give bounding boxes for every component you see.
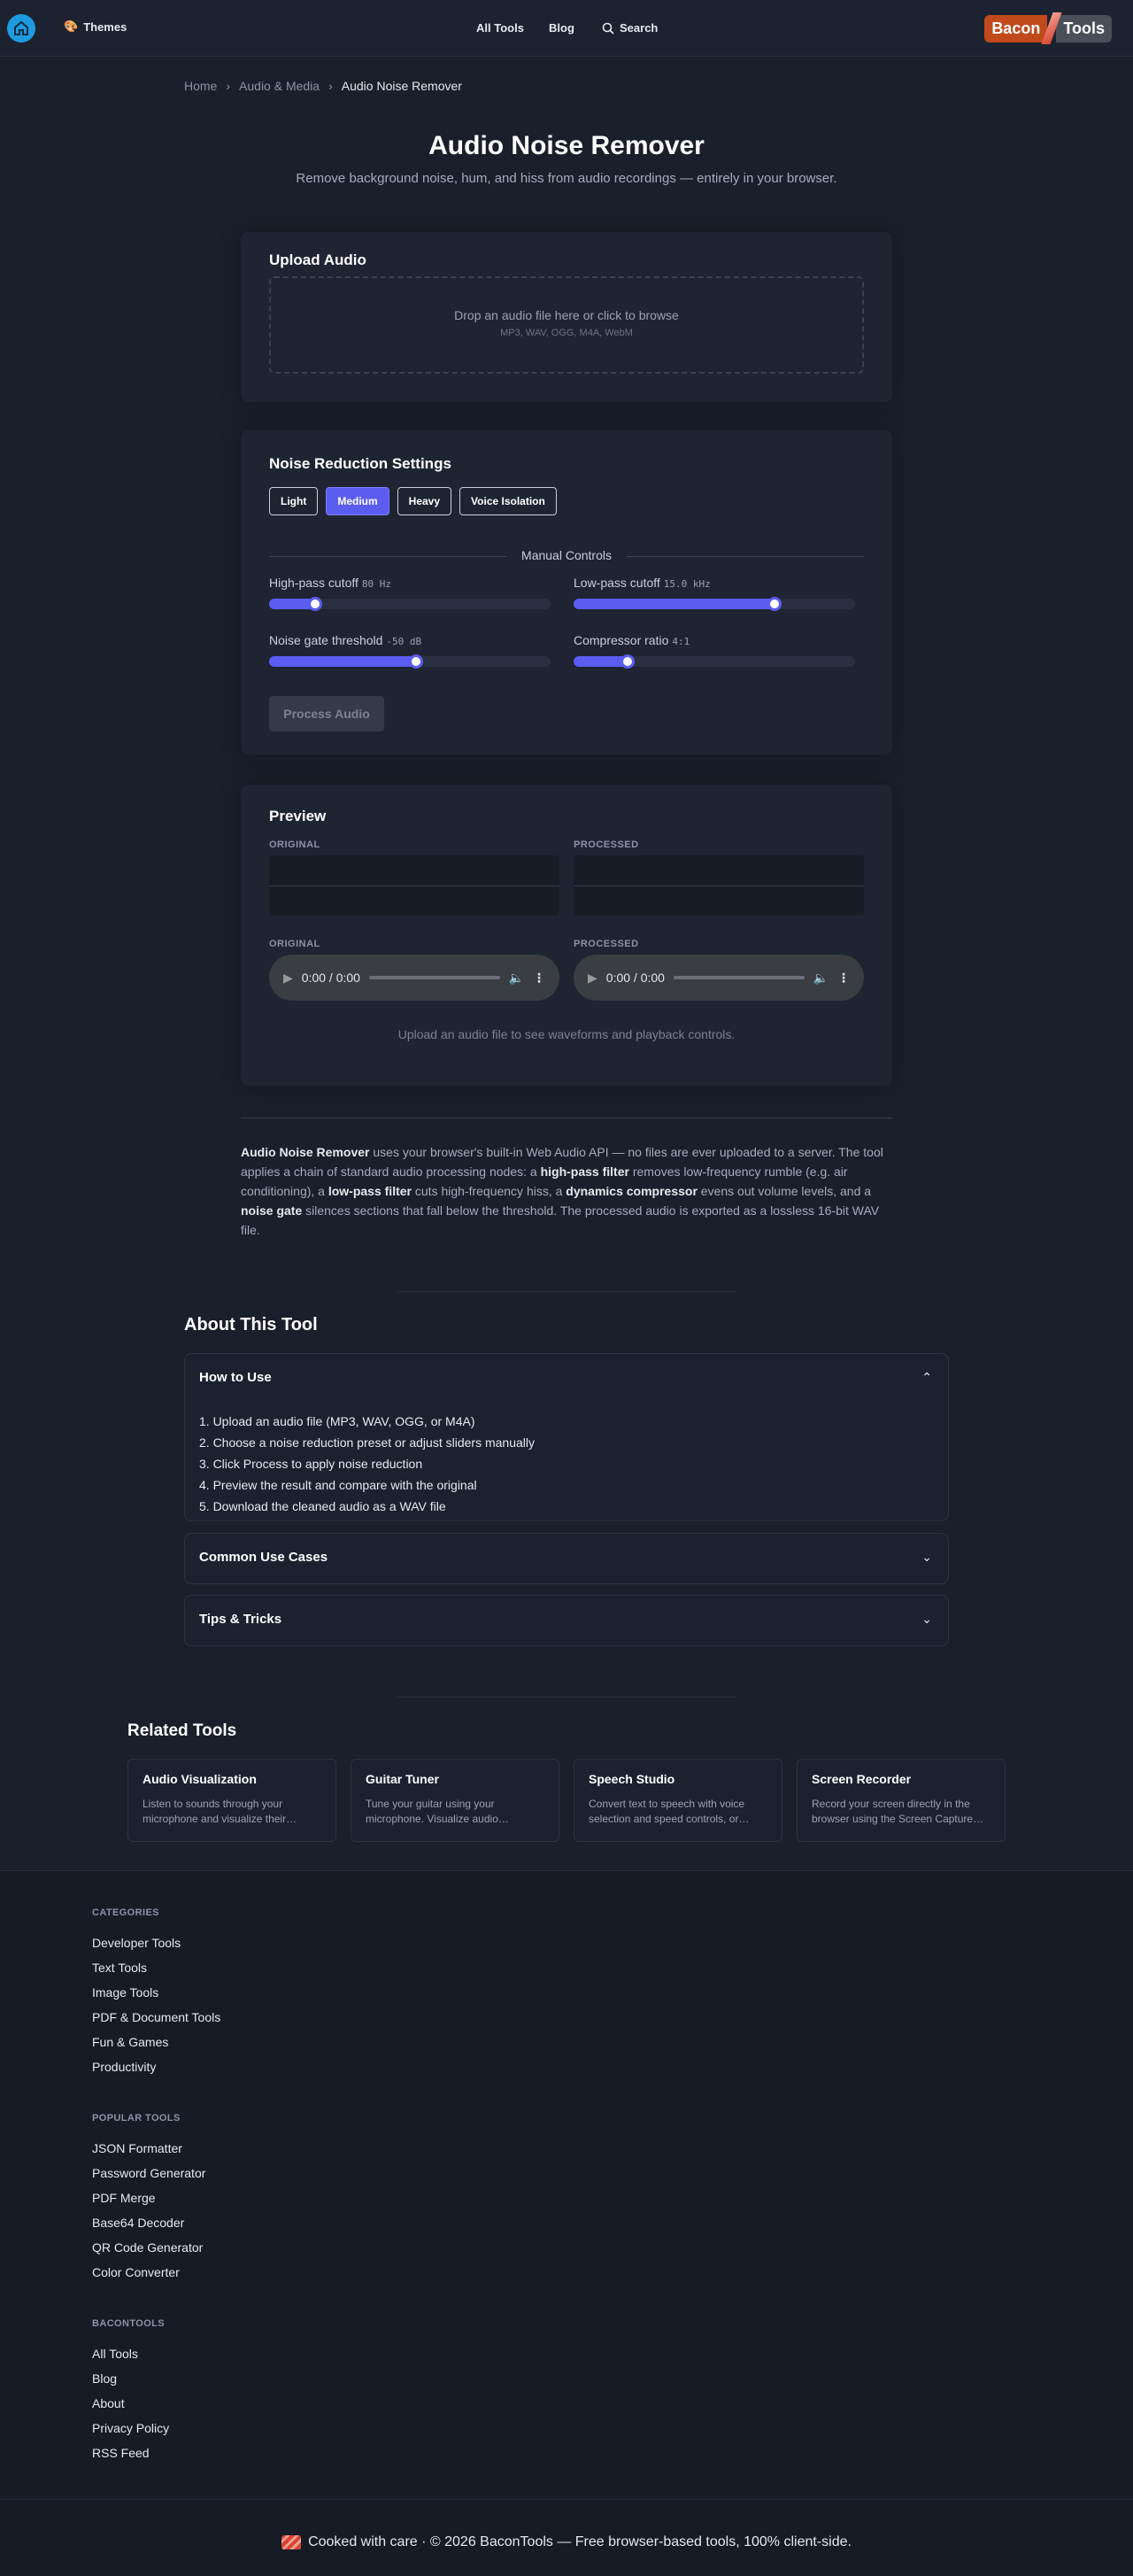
- nav-blog[interactable]: Blog: [549, 21, 574, 35]
- slider-fill: [269, 656, 420, 667]
- breadcrumb-home[interactable]: Home: [184, 79, 218, 93]
- player-time: 0:00 / 0:00: [605, 971, 665, 985]
- brand-left: Bacon: [984, 15, 1047, 43]
- noise-gate-value: -50 dB: [386, 636, 422, 647]
- breadcrumb: [184, 79, 462, 93]
- desc-part: low-pass filter: [328, 1184, 412, 1198]
- footer-link[interactable]: PDF Merge: [92, 2191, 156, 2205]
- compressor-slider[interactable]: [574, 656, 855, 667]
- upload-title: Upload Audio: [269, 251, 366, 268]
- volume-icon[interactable]: 🔈: [508, 970, 524, 985]
- desc-part: noise gate: [241, 1203, 303, 1218]
- footer-link[interactable]: Privacy Policy: [92, 2421, 170, 2435]
- related-title: Related Tools: [127, 1721, 237, 1740]
- desc-part: silences sections that fall below the threshold. The processed audio is exported as a lossless 16-bit WAV file.: [241, 1203, 880, 1237]
- related-tool-name: Audio Visualization: [143, 1772, 257, 1786]
- audio-dropzone[interactable]: [269, 276, 864, 374]
- slider-thumb[interactable]: [409, 654, 423, 669]
- footer-credit: [0, 2534, 1133, 2550]
- desc-part: uses your browser's built-in Web Audio API — no files are ever uploaded to a server. The tool applies a chain of standard audio processing nodes: a: [241, 1145, 883, 1179]
- search-label: Search: [620, 21, 659, 35]
- related-tool-name: Speech Studio: [589, 1772, 675, 1786]
- processed-audio-player: [574, 955, 864, 1001]
- slider-thumb[interactable]: [767, 597, 782, 611]
- more-options-icon[interactable]: ⋮: [533, 970, 545, 985]
- lowpass-label: [574, 576, 711, 590]
- footer-link[interactable]: Password Generator: [92, 2166, 206, 2180]
- footer-link[interactable]: All Tools: [92, 2347, 138, 2361]
- accordion-use-cases[interactable]: [184, 1533, 949, 1584]
- preset-medium-button[interactable]: Medium: [326, 487, 389, 515]
- footer-link[interactable]: PDF & Document Tools: [92, 2010, 221, 2024]
- chevron-down-icon[interactable]: ⌄: [921, 1550, 932, 1564]
- volume-icon[interactable]: 🔈: [813, 970, 829, 985]
- site-header: [0, 0, 1133, 57]
- original-audio-player: [269, 955, 559, 1001]
- compressor-label-text: Compressor ratio: [574, 633, 669, 647]
- manual-controls-divider: [269, 548, 864, 564]
- desc-part: cuts high-frequency hiss, a: [411, 1184, 566, 1198]
- divider: [397, 1291, 736, 1292]
- original-waveform: [269, 855, 559, 916]
- home-logo-icon[interactable]: [7, 14, 35, 43]
- related-tool-desc: Convert text to speech with voice selection and speed controls, or…: [589, 1798, 750, 1825]
- desc-part: high-pass filter: [540, 1164, 629, 1179]
- player-time: 0:00 / 0:00: [301, 971, 360, 985]
- footer-bacontools-title: BACONTOOLS: [92, 2318, 166, 2329]
- play-icon[interactable]: ▶: [588, 970, 597, 985]
- preview-title: Preview: [269, 808, 327, 824]
- desc-part: dynamics compressor: [566, 1184, 698, 1198]
- brand-right: Tools: [1056, 15, 1112, 43]
- related-tool-desc: Listen to sounds through your microphone and visualize their…: [143, 1798, 297, 1825]
- themes-label: Themes: [83, 19, 127, 34]
- process-audio-button[interactable]: Process Audio: [269, 696, 384, 731]
- footer-divider: [0, 2499, 1133, 2500]
- footer-link[interactable]: About: [92, 2396, 125, 2410]
- about-title: About This Tool: [184, 1315, 318, 1334]
- more-options-icon[interactable]: ⋮: [837, 970, 850, 985]
- related-tool-desc: Record your screen directly in the browser using the Screen Capture…: [812, 1798, 984, 1825]
- footer-link[interactable]: Base64 Decoder: [92, 2216, 185, 2230]
- nav-all-tools[interactable]: All Tools: [476, 21, 524, 35]
- lowpass-value: 15.0 kHz: [663, 578, 711, 590]
- footer-link[interactable]: Image Tools: [92, 1985, 159, 2000]
- page-subtitle: Remove background noise, hum, and hiss from audio recordings — entirely in your browser.: [296, 171, 837, 186]
- search-icon: [602, 22, 614, 35]
- preset-light-button[interactable]: Light: [269, 487, 318, 515]
- processed-waveform-label: PROCESSED: [574, 839, 639, 850]
- tool-description: [241, 1142, 892, 1240]
- related-tool-card[interactable]: [574, 1759, 782, 1842]
- processed-waveform: [574, 855, 864, 916]
- tips-header[interactable]: Tips & Tricks: [199, 1612, 282, 1627]
- player-progress[interactable]: [369, 976, 500, 979]
- divider: [397, 1697, 736, 1698]
- how-to-use-steps: [199, 1411, 535, 1517]
- footer-link[interactable]: Productivity: [92, 2060, 157, 2074]
- noise-gate-slider[interactable]: [269, 656, 551, 667]
- brand-logo[interactable]: [984, 12, 1112, 44]
- breadcrumb-current: Audio Noise Remover: [341, 79, 462, 93]
- chevron-right-icon: ›: [226, 79, 231, 93]
- slider-fill: [574, 599, 778, 609]
- related-tool-card[interactable]: [127, 1759, 336, 1842]
- nav-search[interactable]: [602, 21, 658, 35]
- desc-part: removes low-frequency rumble (e.g. air conditioning), a: [241, 1164, 848, 1198]
- footer-link[interactable]: JSON Formatter: [92, 2141, 182, 2155]
- palette-icon: 🎨: [64, 19, 79, 33]
- manual-controls-label: Manual Controls: [521, 548, 612, 562]
- accordion-how-to-use[interactable]: [184, 1353, 949, 1521]
- related-tool-name: Screen Recorder: [812, 1772, 912, 1786]
- footer-categories-title: CATEGORIES: [92, 1907, 159, 1918]
- preset-row: [269, 487, 557, 515]
- breadcrumb-category[interactable]: Audio & Media: [239, 79, 320, 93]
- step-item: 1. Upload an audio file (MP3, WAV, OGG, or M4A): [199, 1414, 475, 1428]
- dropzone-text: Drop an audio file here or click to browse: [454, 308, 679, 322]
- related-tool-card[interactable]: [351, 1759, 559, 1842]
- desc-part: evens out volume levels, and a: [697, 1184, 872, 1198]
- footer-link[interactable]: RSS Feed: [92, 2446, 150, 2460]
- related-tool-card[interactable]: [797, 1759, 1006, 1842]
- preview-note: Upload an audio file to see waveforms and playback controls.: [397, 1027, 736, 1041]
- highpass-label: [269, 576, 391, 590]
- settings-title: Noise Reduction Settings: [269, 455, 451, 472]
- step-item: 2. Choose a noise reduction preset or adjust sliders manually: [199, 1435, 535, 1450]
- footer-link[interactable]: QR Code Generator: [92, 2240, 204, 2255]
- desc-part: Audio Noise Remover: [241, 1145, 370, 1159]
- step-item: 5. Download the cleaned audio as a WAV file: [199, 1499, 446, 1513]
- slider-thumb[interactable]: [308, 597, 322, 611]
- preview-card: [241, 785, 892, 1086]
- compressor-label: [574, 633, 690, 647]
- upload-card: [241, 232, 892, 402]
- noise-gate-label: [269, 633, 421, 647]
- use-cases-header[interactable]: Common Use Cases: [199, 1550, 328, 1565]
- step-item: 4. Preview the result and compare with the original: [199, 1478, 477, 1492]
- bacon-icon: [281, 2535, 301, 2549]
- accordion-tips[interactable]: [184, 1595, 949, 1646]
- footer-link[interactable]: Text Tools: [92, 1961, 147, 1975]
- settings-card: [241, 430, 892, 754]
- chevron-up-icon[interactable]: ⌃: [921, 1370, 932, 1384]
- related-tool-name: Guitar Tuner: [366, 1772, 439, 1786]
- slider-thumb[interactable]: [620, 654, 635, 669]
- how-to-use-header[interactable]: How to Use: [199, 1370, 272, 1385]
- dropzone-formats: MP3, WAV, OGG, M4A, WebM: [500, 328, 633, 338]
- preset-heavy-button[interactable]: Heavy: [397, 487, 451, 515]
- themes-button[interactable]: [64, 19, 127, 34]
- footer-link[interactable]: Blog: [92, 2371, 118, 2386]
- processed-player-label: PROCESSED: [574, 939, 639, 949]
- original-waveform-label: ORIGINAL: [269, 839, 320, 850]
- preset-voice-isolation-button[interactable]: Voice Isolation: [459, 487, 557, 515]
- compressor-value: 4:1: [672, 636, 690, 647]
- lowpass-label-text: Low-pass cutoff: [574, 576, 660, 590]
- footer-credit-text: Cooked with care · © 2026 BaconTools — Free browser-based tools, 100% client-side.: [308, 2534, 852, 2549]
- play-icon[interactable]: ▶: [283, 970, 293, 985]
- player-progress[interactable]: [674, 976, 805, 979]
- related-tool-desc: Tune your guitar using your microphone. Visualize audio…: [366, 1798, 509, 1825]
- lowpass-slider[interactable]: [574, 599, 855, 609]
- original-player-label: ORIGINAL: [269, 939, 320, 949]
- footer-link[interactable]: Developer Tools: [92, 1936, 181, 1950]
- highpass-label-text: High-pass cutoff: [269, 576, 358, 590]
- chevron-right-icon: ›: [328, 79, 333, 93]
- highpass-slider[interactable]: [269, 599, 551, 609]
- footer-link[interactable]: Fun & Games: [92, 2035, 169, 2049]
- noise-gate-label-text: Noise gate threshold: [269, 633, 383, 647]
- footer-link[interactable]: Color Converter: [92, 2265, 180, 2279]
- chevron-down-icon[interactable]: ⌄: [921, 1612, 932, 1626]
- step-item: 3. Click Process to apply noise reduction: [199, 1457, 423, 1471]
- footer-popular-title: POPULAR TOOLS: [92, 2113, 181, 2123]
- highpass-value: 80 Hz: [361, 578, 392, 590]
- page-title: Audio Noise Remover: [428, 131, 705, 160]
